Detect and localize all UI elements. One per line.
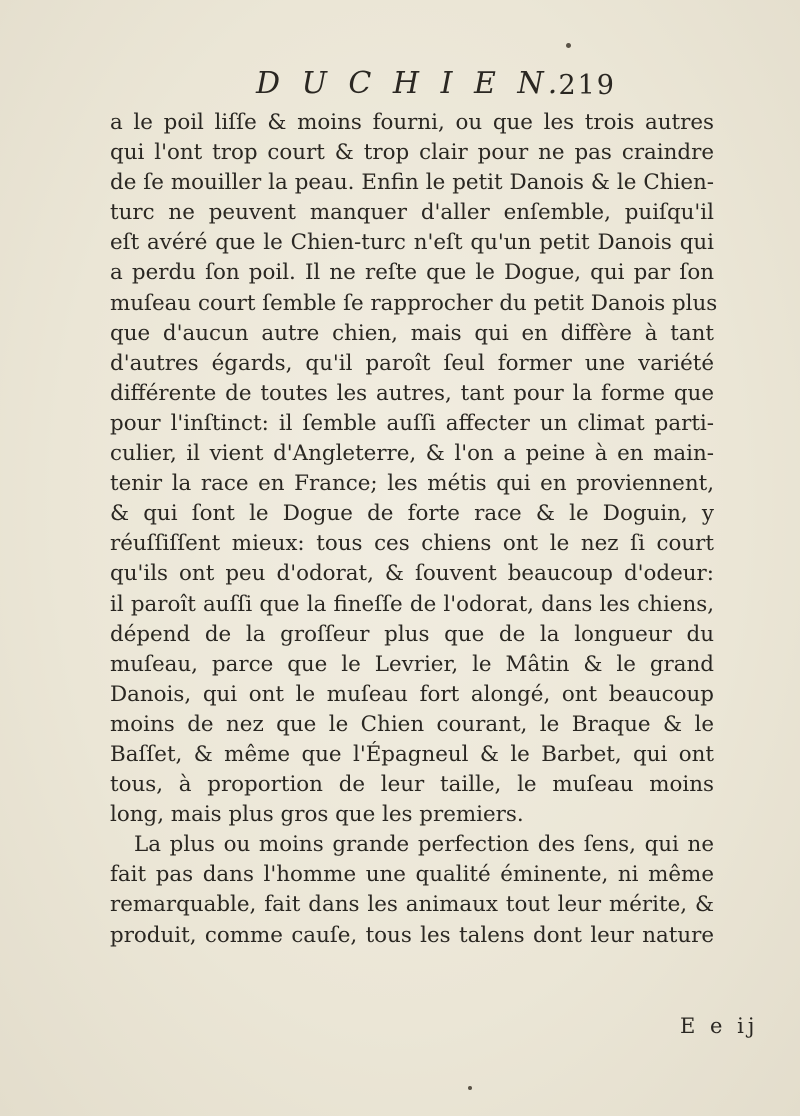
- text-line: a le poil liſſe & moins fourni, ou que les trois autres: [110, 110, 714, 135]
- text-line: pour l'inſtinct: il ſemble auſſi affecter un climat parti-: [110, 410, 714, 436]
- text-line: long, mais plus gros que les premiers.: [110, 802, 524, 828]
- text-line: Danois, qui ont le muſeau fort alongé, ont beaucoup: [110, 681, 714, 707]
- text-line: Baſſet, & même que l'Épagneul & le Barbet, qui ont: [110, 741, 714, 767]
- page-speck: [566, 43, 571, 48]
- text-line: produit, comme cauſe, tous les talens dont leur nature: [110, 922, 714, 948]
- page-header: [256, 66, 616, 102]
- text-line: muſeau court ſemble ſe rapprocher du petit Danois plus: [110, 290, 718, 316]
- page-number: 219: [558, 70, 616, 101]
- body-text: [110, 108, 718, 951]
- signature-mark: E e ij: [680, 1014, 759, 1038]
- text-line: muſeau, parce que le Levrier, le Mâtin & le grand: [110, 651, 714, 677]
- text-line: La plus ou moins grande perfection des ſens, qui ne: [134, 832, 714, 858]
- text-line: fait pas dans l'homme une qualité éminente, ni même: [110, 862, 714, 888]
- text-line: qu'ils ont peu d'odorat, & ſouvent beaucoup d'odeur:: [110, 561, 714, 587]
- text-line: dépend de la groſſeur plus que de la longueur du: [110, 621, 714, 647]
- text-line: différente de toutes les autres, tant pour la forme que: [110, 380, 714, 406]
- text-line: remarquable, fait dans les animaux tout leur mérite, &: [110, 892, 714, 918]
- text-line: d'autres égards, qu'il paroît ſeul former une variété: [110, 350, 714, 376]
- text-line: & qui ſont le Dogue de forte race & le Doguin, y: [110, 501, 714, 527]
- text-line: de ſe mouiller la peau. Enfin le petit Danois & le Chien-: [110, 170, 714, 196]
- text-line: tous, à proportion de leur taille, le muſeau moins: [110, 772, 714, 798]
- text-line: turc ne peuvent manquer d'aller enſemble, puiſqu'il: [110, 200, 714, 226]
- page-speck: [468, 1086, 472, 1090]
- text-line: tenir la race en France; les métis qui en proviennent,: [110, 471, 714, 497]
- text-line: a perdu ſon poil. Il ne reſte que le Dogue, qui par ſon: [110, 260, 714, 286]
- text-line: qui l'ont trop court & trop clair pour ne pas craindre: [110, 140, 714, 166]
- running-title: D U C H I E N.: [256, 66, 564, 101]
- text-line: eſt avéré que le Chien-turc n'eſt qu'un petit Danois qui: [110, 230, 714, 256]
- text-line: que d'aucun autre chien, mais qui en diffère à tant: [110, 320, 714, 346]
- text-line: moins de nez que le Chien courant, le Braque & le: [110, 711, 714, 737]
- text-line: réuſſiſſent mieux: tous ces chiens ont le nez ſi court: [110, 531, 714, 557]
- text-line: il paroît auſſi que la fineſſe de l'odorat, dans les chiens,: [110, 591, 714, 617]
- text-line: culier, il vient d'Angleterre, & l'on a peine à en main-: [110, 441, 714, 467]
